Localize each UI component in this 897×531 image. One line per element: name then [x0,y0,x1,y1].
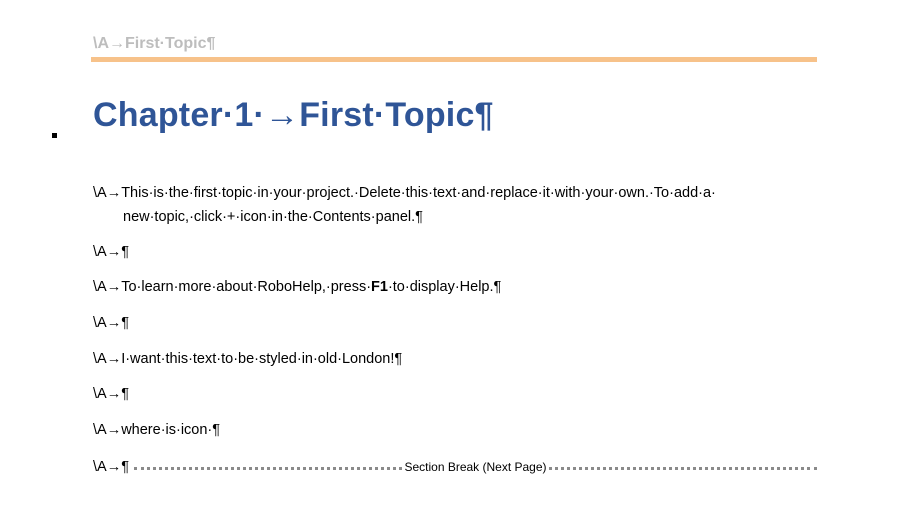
chapter-heading[interactable]: Chapter·1·→First·Topic¶ [93,96,494,134]
paragraph-mark-bullet [52,133,57,138]
paragraph-empty-3[interactable]: \A→¶ [93,386,129,402]
section-break-label: Section Break (Next Page) [404,460,547,474]
paragraph-learn-more[interactable] [93,275,501,299]
paragraph-empty-1[interactable]: \A→¶ [93,244,129,260]
learn-more-text-start: \A→To·learn·more·about·RoboHelp,·press· [93,279,372,295]
paragraph-where-is-icon[interactable]: \A→where·is·icon·¶ [93,422,221,438]
paragraph-old-london[interactable]: \A→I·want·this·text·to·be·styled·in·old·London!¶ [93,351,403,367]
learn-more-text-end: ·to·display·Help.¶ [387,279,502,295]
section-break-next-page [134,458,817,476]
paragraph-intro-line-1: \A→This·is·the·first·topic·in·your·project.·Delete·this·text·and·replace·it·with·your·own.·To·add·a· [93,185,716,201]
paragraph-intro[interactable] [93,181,716,229]
header-border-rule [91,57,817,62]
f1-key-label: F1 [371,279,388,295]
paragraph-empty-2[interactable]: \A→¶ [93,315,129,331]
paragraph-intro-line-2: new·topic,·click·+·icon·in·the·Contents·panel.¶ [123,209,423,225]
running-header[interactable]: \A→First·Topic¶ [93,35,216,52]
paragraph-empty-last[interactable]: \A→¶ [93,459,129,475]
